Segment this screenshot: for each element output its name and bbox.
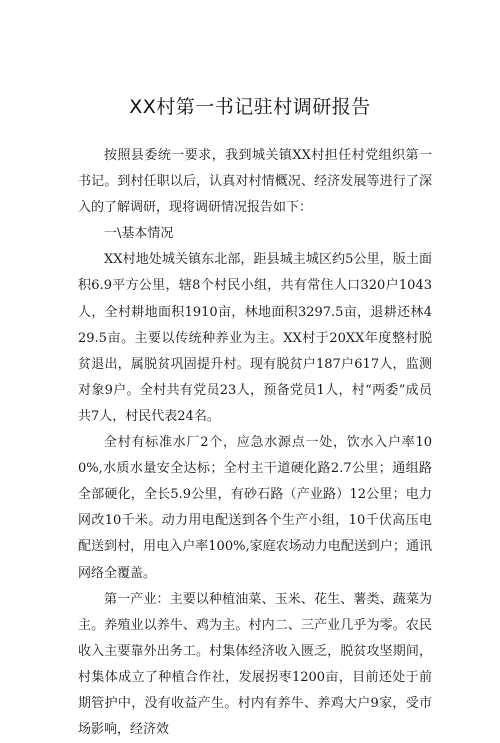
- document-title: XX村第一书记驻村调研报告: [129, 96, 371, 118]
- paragraph-intro: 按照县委统一要求，我到城关镇XX村担任村党组织第一书记。到村任职以后，认真对村情概况、经济发展等进行了深入的了解调研，现将调研情况报告如下：: [78, 148, 432, 216]
- paragraph-primary-industry: 第一产业：主要以种植油菜、玉米、花生、薯类、蔬菜为主。养殖业以养牛、鸡为主。村内二、三产业几乎为零。农民收入主要靠外出务工。村集体经济收入匮乏，脱贫攻坚期间，村集体成立了种植合作社，发展拐枣1200亩，目前还处于前期管护中，没有收益产生。村内有养牛、养鸡大户9家，受市场影响，经济效: [78, 591, 432, 738]
- paragraph-infrastructure: 全村有标准水厂2个，应急水源点一处，饮水入户率100%,水质水量安全达标；全村主干道硬化路2.7公里；通组路全部硬化，全长5.9公里，有砂石路（产业路）12公里；电力网改10千米。动力用电配送到各个生产小组，10千伏高压电配送到村，用电入户率100%,家庭农场动力电配送到户；通讯网络全覆盖。: [78, 435, 432, 581]
- section-heading-basic-info: 一\基本情况: [104, 226, 174, 242]
- paragraph-village-overview: XX村地处城关镇东北部，距县城主城区约5公里，版土面积6.9平方公里，辖8个村民小组，共有常住人口320户1043人，全村耕地面积1910亩，林地面积3297.5亩，退耕还林429.5亩。主要以传统种养业为主。XX村于20XX年度整村脱贫退出，属脱贫巩固提升村。现有脱贫户187户617人，监测对象9户。全村共有党员23人，预备党员1人，村“两委”成员共7人，村民代表24名。: [78, 252, 432, 424]
- document-body: [78, 143, 432, 743]
